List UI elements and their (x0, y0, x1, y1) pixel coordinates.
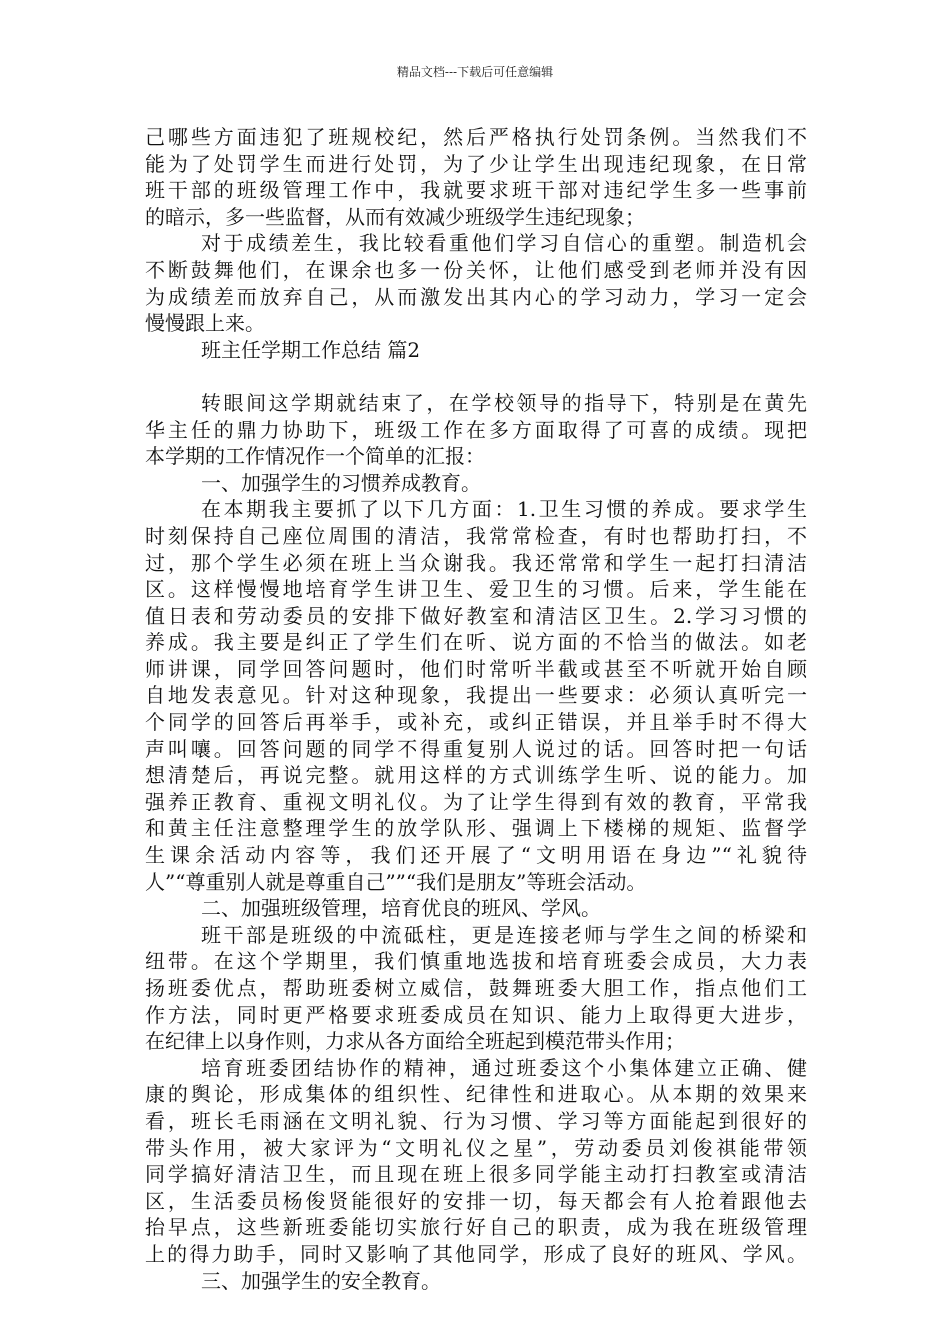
text-line: 二、加强班级管理，培育优良的班风、学风。 (201, 896, 601, 921)
text-line: 区。这样慢慢地培育学生讲卫生、爱卫生的习惯。后来，学生能在 (145, 577, 807, 602)
text-line: 班干部是班级的中流砥柱，更是连接老师与学生之间的桥梁和 (201, 922, 807, 947)
text-line: 为成绩差而放弃自己，从而激发出其内心的学习动力，学习一定会 (145, 284, 807, 309)
text-line: 三、加强学生的安全教育。 (201, 1268, 441, 1293)
text-line: 强养正教育、重视文明礼仪。为了让学生得到有效的教育，平常我 (145, 789, 807, 814)
page-header: 精品文档---下载后可任意编辑 (396, 65, 554, 79)
text-line: 和黄主任注意整理学生的放学队形、强调上下楼梯的规矩、监督学 (145, 816, 807, 841)
text-line: 华主任的鼎力协助下，班级工作在多方面取得了可喜的成绩。现把 (145, 417, 807, 442)
document-body (145, 124, 807, 1294)
text-line: 区，生活委员杨俊贤能很好的安排一切，每天都会有人抢着跟他去 (145, 1188, 807, 1213)
text-line: 康的舆论，形成集体的组织性、纪律性和进取心。从本期的效果来 (145, 1082, 807, 1107)
text-line: 扬班委优点，帮助班委树立威信，鼓舞班委大胆工作，指点他们工 (145, 976, 807, 1000)
text-line: 己哪些方面违犯了班规校纪，然后严格执行处罚条例。当然我们不 (145, 125, 807, 149)
text-line: 的暗示，多一些监督，从而有效减少班级学生违纪现象； (145, 204, 645, 229)
text-line: 个同学的回答后再举手，或补充，或纠正错误，并且举手时不得大 (145, 710, 807, 735)
text-line: 上的得力助手，同时又影响了其他同学，形成了良好的班风、学风。 (145, 1241, 807, 1266)
text-line: 本学期的工作情况作一个简单的汇报： (145, 444, 485, 469)
text-line: 不断鼓舞他们，在课余也多一份关怀，让他们感受到老师并没有因 (145, 257, 807, 282)
text-line: 培育班委团结协作的精神，通过班委这个小集体建立正确、健 (201, 1055, 807, 1080)
text-line: 纽带。在这个学期里，我们慎重地选拔和培育班委会成员，大力表 (145, 949, 807, 974)
text-line: 在本期我主要抓了以下几方面：1.卫生习惯的养成。要求学生 (201, 497, 807, 522)
text-line: 过，那个学生必须在班上当众谢我。我还常常和学生一起打扫清洁 (145, 550, 807, 575)
text-line: 在纪律上以身作则，力求从各方面给全班起到模范带头作用； (145, 1029, 685, 1054)
text-line: 对于成绩差生，我比较看重他们学习自信心的重塑。制造机会 (201, 231, 807, 256)
text-line: 班干部的班级管理工作中，我就要求班干部对违纪学生多一些事前 (145, 178, 807, 203)
text-line: 班主任学期工作总结 篇2 (201, 337, 421, 362)
text-line: 养成。我主要是纠正了学生们在听、说方面的不恰当的做法。如老 (145, 630, 807, 655)
text-line: 人”“尊重别人就是尊重自己””“我们是朋友”等班会活动。 (145, 869, 647, 894)
text-line: 看，班长毛雨涵在文明礼貌、行为习惯、学习等方面能起到很好的 (145, 1108, 807, 1133)
text-line: 自地发表意见。针对这种现象，我提出一些要求：必须认真听完一 (145, 683, 807, 708)
text-line: 慢慢跟上来。 (145, 311, 265, 336)
text-line: 转眼间这学期就结束了，在学校领导的指导下，特别是在黄先 (201, 390, 807, 415)
text-line: 值日表和劳动委员的安排下做好教室和清洁区卫生。2.学习习惯的 (145, 603, 807, 628)
text-line: 师讲课，同学回答问题时，他们时常听半截或甚至不听就开始自顾 (145, 656, 807, 681)
text-line: 作方法，同时更严格要求班委成员在知识、能力上取得更大进步， (145, 1002, 807, 1027)
text-line: 同学搞好清洁卫生，而且现在班上很多同学能主动打扫教室或清洁 (145, 1162, 807, 1187)
text-line: 带头作用，被大家评为“文明礼仪之星”，劳动委员刘俊祺能带领 (145, 1135, 807, 1160)
blank-line (145, 363, 807, 390)
text-line: 一、加强学生的习惯养成教育。 (201, 470, 481, 495)
text-line: 声叫嚷。回答问题的同学不得重复别人说过的话。回答时把一句话 (145, 736, 807, 761)
text-line: 想清楚后，再说完整。就用这样的方式训练学生听、说的能力。加 (145, 763, 807, 788)
text-line: 时刻保持自己座位周围的清洁，我常常检查，有时也帮助打扫，不 (145, 523, 807, 548)
text-line: 抬早点，这些新班委能切实旅行好自己的职责，成为我在班级管理 (145, 1215, 807, 1240)
text-line: 能为了处罚学生而进行处罚，为了少让学生出现违纪现象，在日常 (145, 151, 807, 176)
text-line: 生课余活动内容等，我们还开展了“文明用语在身边”“礼貌待 (145, 843, 807, 868)
